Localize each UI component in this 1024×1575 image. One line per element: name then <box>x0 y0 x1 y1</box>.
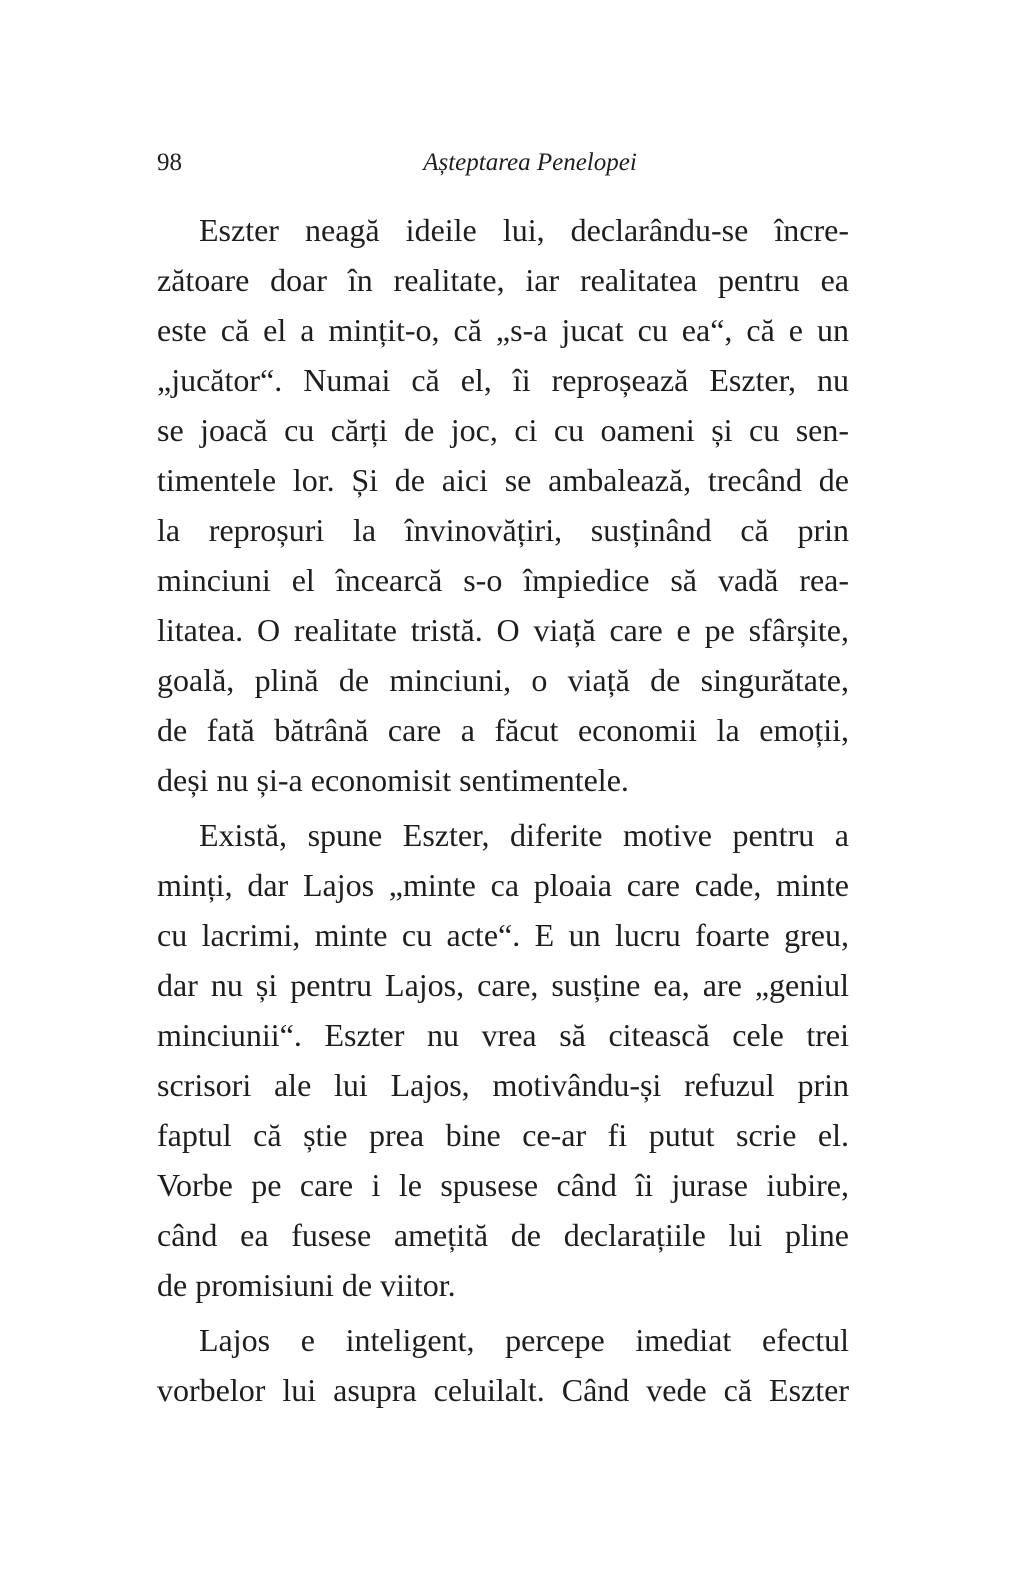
text-line: Există, spune Eszter, diferite motive pentru a <box>199 817 849 853</box>
text-line: minciuni el încearcă s-o împiedice să vadă rea- <box>157 562 849 598</box>
text-line: Eszter neagă ideile lui, declarându-se încre- <box>199 212 849 248</box>
text-line: cu lacrimi, minte cu acte“. E un lucru foarte greu, <box>157 917 849 953</box>
page-number: 98 <box>157 149 182 176</box>
text-line: deși nu și-a economisit sentimentele. <box>157 762 629 798</box>
text-line: goală, plină de minciuni, o viață de singurătate, <box>157 662 849 698</box>
text-line: de fată bătrână care a făcut economii la emoții, <box>157 712 849 748</box>
running-title: Așteptarea Penelopei <box>423 149 637 176</box>
text-line: Lajos e inteligent, percepe imediat efectul <box>199 1322 849 1358</box>
text-line: zătoare doar în realitate, iar realitatea pentru ea <box>157 262 849 298</box>
text-line: vorbelor lui asupra celuilalt. Când vede că Eszter <box>157 1372 849 1408</box>
text-line: la reproșuri la învinovățiri, susținând că prin <box>157 512 849 548</box>
text-line: dar nu și pentru Lajos, care, susține ea, are „geniul <box>157 967 849 1003</box>
text-line: Vorbe pe care i le spusese când îi jurase iubire, <box>157 1167 849 1203</box>
text-line: „jucător“. Numai că el, îi reproșează Eszter, nu <box>157 362 849 398</box>
text-line: scrisori ale lui Lajos, motivându-și refuzul prin <box>157 1067 849 1103</box>
paragraph <box>157 1315 849 1415</box>
text-line: minciunii“. Eszter nu vrea să citească cele trei <box>157 1017 849 1053</box>
text-line: faptul că știe prea bine ce-ar fi putut scrie el. <box>157 1117 849 1153</box>
text-line: timentele lor. Și de aici se ambalează, trecând de <box>157 462 849 498</box>
text-line: când ea fusese amețită de declarațiile lui pline <box>157 1217 849 1253</box>
paragraph <box>157 810 849 1310</box>
body-text <box>157 205 849 1415</box>
text-line: litatea. O realitate tristă. O viață care e pe sfârșite, <box>157 612 849 648</box>
text-line: minți, dar Lajos „minte ca ploaia care cade, minte <box>157 867 849 903</box>
text-line: este că el a mințit-o, că „s-a jucat cu ea“, că e un <box>157 312 849 348</box>
text-line: se joacă cu cărți de joc, ci cu oameni și cu sen- <box>157 412 849 448</box>
paragraph <box>157 205 849 805</box>
text-line: de promisiuni de viitor. <box>157 1267 456 1303</box>
